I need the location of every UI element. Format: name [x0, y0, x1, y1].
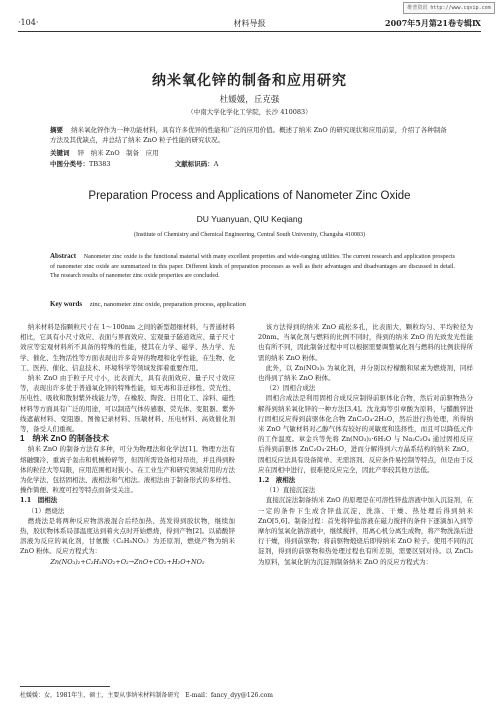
authors-english: DU Yuanyuan, QIU Keqiang: [196, 214, 303, 224]
title-english: Preparation Process and Applications of Nanometer Zinc Oxide: [88, 190, 411, 202]
page-number: ·104·: [18, 18, 39, 27]
paragraph: 纳米材料是指颗粒尺寸在 1～100nm 之间的新型超细材料，与普通材料相比，它具有小尺寸效应、表面与界面效应、宏观量子隧道效应、量子尺寸效应等宏观材料所不具备的特殊的性能，使其在力学、磁学、热力学、光学、催化、生物活性等方面表现出许多奇异的物理和化学性能，在生物、化工、医药、催化、信息技术、环境科学等领域发挥着重要作用。: [20, 323, 235, 372]
equation: Zn(NO₃)₂+C₂H₅NO₂+O₂→ZnO+CO₂+H₂O+NO₂: [50, 557, 205, 566]
issue-info: 2007年5月第21卷专辑Ⅸ: [385, 18, 481, 28]
class-label: 中图分类号：: [50, 160, 89, 168]
paragraph: 该方法得到的纳米 ZnO 疏松多孔，比表面大，颗粒均匀、平均粒径为 20nm。当氧化剂与燃料的比例不同时，得到的纳米 ZnO 的光致发光性能也有所不同，因此制备过程中可以根据需要调整氧化剂与燃料的比例获得所需的纳米 ZnO 粉体。: [258, 323, 473, 362]
footnote-rule: [20, 686, 110, 687]
keywords-label: 关键词: [50, 149, 70, 157]
subsection-heading: 1.2 液相法: [258, 476, 296, 485]
keywords-en-text: zinc, nanometer zinc oxide, preparation process, application: [89, 301, 246, 308]
title-chinese: 纳米氧化锌的制备和应用研究: [152, 73, 347, 89]
class-value: TB383: [89, 160, 111, 168]
authors-chinese: 杜媛媛，丘克强: [219, 95, 280, 105]
journal-name: 材料导报: [233, 19, 266, 28]
abstract-chinese: [50, 125, 450, 145]
abstract-en-text: Nanometer zinc oxide is the functional material with many excellent properties and wide-ranging utilities. The current research and application prospects of nanometer zinc oxide are summarized in this paper. Different kinds of preparation processes as well as their advantages and disadvantages are discussed in detail. The research results of nanometer zinc oxide properties are concluded.: [50, 254, 455, 279]
abstract-en-label: Abstract: [50, 252, 77, 260]
affiliation-chinese: （中南大学化学化工学院，长沙 410083）: [187, 108, 312, 116]
abstract-label: 摘要: [50, 126, 63, 134]
classification: [50, 159, 450, 169]
subsection-heading: 1.1 固相法: [20, 496, 58, 505]
subsubsection-heading: （1）燃烧法: [27, 506, 65, 515]
doc-value: A: [213, 160, 219, 168]
abstract-text: 纳米氧化锌作为一种功能材料，具有许多优异的性能和广泛的应用价值。概述了纳米 ZnO 的研究现状和应用前景，介绍了各种制备方法及其优缺点，并总结了纳米 ZnO 粒子性能的研究状况。: [50, 126, 447, 144]
paragraph: 燃烧法是将两种反应物溶液混合后经加热、蒸发得到胶状物，继续加热，胶状物体系局部温度达到着火点时开始燃烧，得到产物[2]。以硝酸锌溶液为反应的氧化剂，甘氨酸（C₂H₅NO₂）为还原剂，燃烧产物为纳米 ZnO 粉体。反应方程式为：: [20, 516, 235, 556]
paragraph: 固相合成法是利用固相合成反应制得前驱体化合物，然后对前驱物热分解得到纳米氧化锌的一种方法[3,4]。沈龙海等引章酸为原料，与醋酸锌进行固相反应得到前驱体化合物 ZnC₂O₄·2H₂O，然后进行热处理，所得纳米 ZnO 气敏材料对乙醇气体有较好的灵敏度和选择性，而且可以降低元件的工作温度。章金兵等先将 Zn(NO₃)₂·6H₂O 与 Na₂C₂O₄ 通过固相反应后得到前驱体 ZnC₂O₄·2H₂O，进而分解得到六方晶系结构的纳米 ZnO。固相反应法具有设备简单、无需溶剂、反应条件易控制等特点，但是由于反应在固相中进行，很难使反应完全，因此产率较其他方法低。: [258, 394, 473, 474]
subsubsection-heading: （2）固相合成法: [265, 384, 316, 393]
header-rule: [18, 31, 481, 32]
keywords-chinese: [50, 148, 450, 158]
body-left-column: [20, 322, 235, 567]
body-right-column: [258, 322, 473, 567]
paragraph: 纳米 ZnO 的制备方法有多种，可分为物理法和化学法[1]。物理方法有熔融骤冷、重离子轰击和机械粉碎等，但因所需设备相对昂贵，并且得到粉体的粒径大等局限，应用范围相对狭小。在工业生产和研究领域常用的方法为化学法，包括固相法、液相法和气相法。液相法由于制备形式的多样性、操作简便、粒度可控等特点而备受关注。: [20, 445, 235, 495]
abstract-english: [50, 252, 455, 282]
keywords-text: 锌 纳米 ZnO 制备 应用: [77, 149, 159, 157]
paragraph: 此外，以 Zn(NO₃)₂ 为氧化剂，并分别以柠檬酸和尿素为燃烧剂，同样也得到了纳米 ZnO 粉体。: [258, 363, 473, 383]
affiliation-english: (Institute of Chemistry and Chemical Engineering, Central South University, Changsha 410083): [134, 232, 365, 238]
footnote: 杜媛媛：女，1981年生，硕士，主要从事纳米材料制备研究 E-mail：fancy_dyy@126.com: [20, 692, 273, 699]
subsubsection-heading: （1）直接沉淀法: [265, 486, 316, 495]
section-heading: 1 纳米 ZnO 的制备技术: [20, 434, 109, 444]
keywords-en-label: Key words: [50, 300, 83, 308]
watermark-stamp: 维普资讯 http://www.cqvip.com: [403, 2, 495, 14]
keywords-english: [50, 300, 246, 308]
doc-label: 文献标识码：: [174, 160, 214, 168]
running-header: [18, 18, 481, 30]
paragraph: 直接沉淀法制备纳米 ZnO 的原理是在可溶性锌盐溶液中加入沉淀剂，在一定的条件下生成含锌盐沉淀，洗涤、干燥、热处理后得到纳米 ZnO[5,6]。制备过程：首先将锌盐溶液在磁力搅拌的条件下逐滴加入到等摩尔的氢氧化钠溶液中，继续搅拌，用离心机分离生成物，将产物洗涤后进行干燥，得到前驱物；将前驱物煅烧后即得纳米 ZnO 粒子。使用不同的沉淀剂，得到的前驱物和热处理过程也有所差别，需要区别对待。以 ZnCl₂ 为原料，氢氧化钠为沉淀剂制备纳米 ZnO 的反应方程式为：: [258, 496, 473, 566]
paragraph: 纳米 ZnO 由于粒子尺寸小，比表面大，具有表面效应、量子尺寸效应等，表现出许多优于普通氧化锌的特殊性能，如无毒和非迁移性、荧光性、压电性、吸收和散射紫外线能力等，在橡胶、陶瓷、日用化工、涂料、磁性材料等方面具有广泛的用途，可以制造气体传感器、荧光体、变阻器、紫外线遮蔽材料、变阻器、图像记录材料、压敏材料、压电材料、高效催化剂等，备受人们重视。: [20, 374, 235, 434]
